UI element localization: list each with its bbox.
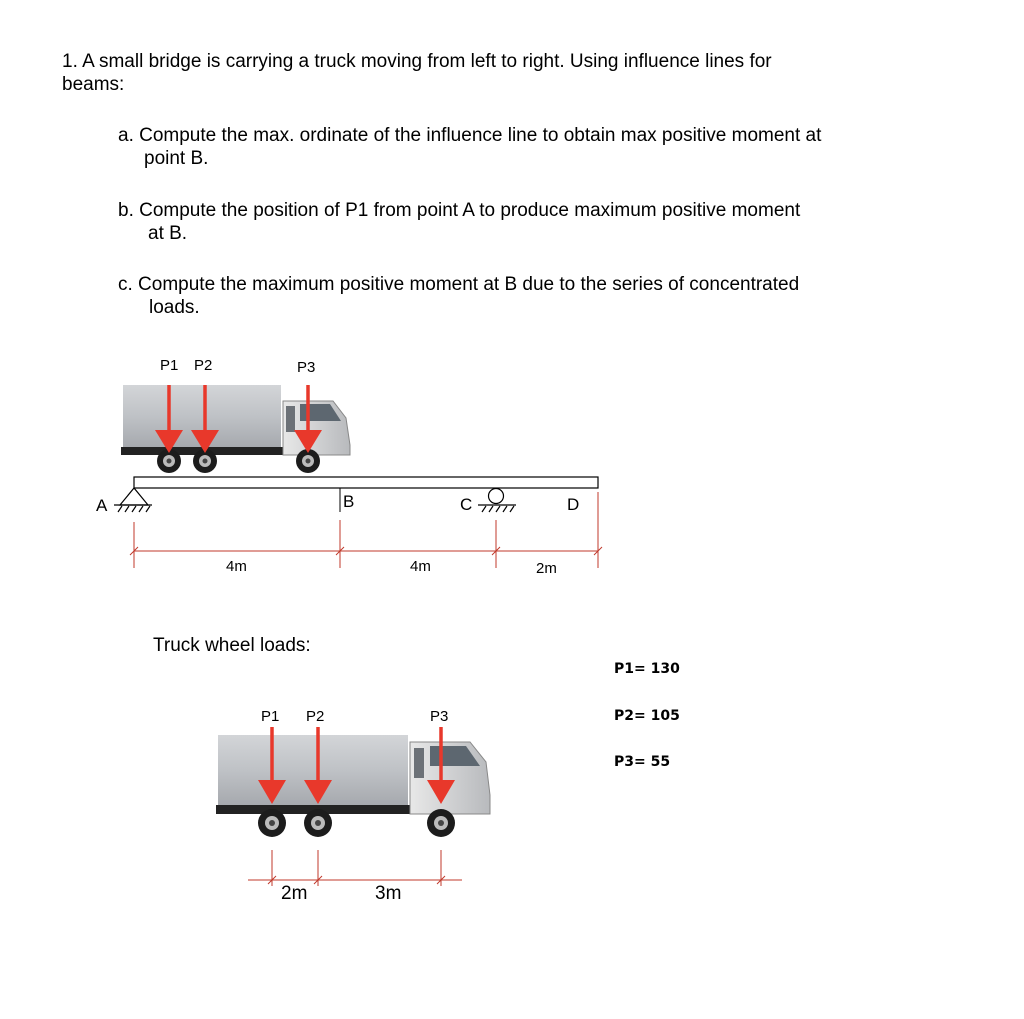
span-label-cd: 2m xyxy=(536,560,557,577)
truck2-load-label-p2: P2 xyxy=(306,708,325,725)
truck2-wheel-p3 xyxy=(427,809,455,837)
point-label-a: A xyxy=(96,496,108,515)
beam-dimensions xyxy=(130,492,602,568)
part-a-line1: a. Compute the max. ordinate of the influence line to obtain max positive moment at xyxy=(118,125,822,146)
spacing-label-p1-p2: 2m xyxy=(281,883,308,904)
wheel-load-truck xyxy=(216,708,490,837)
load-label-p3: P3 xyxy=(297,359,316,376)
p2-value: P2= 105 xyxy=(614,708,680,724)
load-label-p2: P2 xyxy=(194,357,213,374)
point-label-c: C xyxy=(460,495,473,514)
roller-support-c xyxy=(478,489,516,513)
truck2-wheel-p2 xyxy=(304,809,332,837)
truck-cab xyxy=(283,401,350,455)
load-label-p1: P1 xyxy=(160,357,179,374)
truck2-load-label-p1: P1 xyxy=(261,708,280,725)
question-title-line1: 1. A small bridge is carrying a truck moving from left to right. Using influence lines for xyxy=(62,51,772,72)
span-label-ab: 4m xyxy=(226,558,247,575)
truck2-wheel-p1 xyxy=(258,809,286,837)
p3-value: P3= 55 xyxy=(614,754,671,770)
beam xyxy=(134,477,598,488)
truck2-load-label-p3: P3 xyxy=(430,708,449,725)
pin-support-a xyxy=(114,488,152,512)
truck-wheel-loads-heading: Truck wheel loads: xyxy=(153,635,311,656)
part-c-line2: loads. xyxy=(149,297,200,318)
p1-value: P1= 130 xyxy=(614,661,680,677)
part-b-line2: at B. xyxy=(148,223,188,244)
truck2-cab xyxy=(410,742,490,814)
beam-truck xyxy=(121,357,350,473)
part-a-line2: point B. xyxy=(144,148,209,169)
span-label-bc: 4m xyxy=(410,558,431,575)
point-label-d: D xyxy=(567,495,580,514)
truck-spacing-dimensions xyxy=(248,850,462,886)
spacing-label-p2-p3: 3m xyxy=(375,883,402,904)
part-b-line1: b. Compute the position of P1 from point A to produce maximum positive moment xyxy=(118,200,801,221)
part-c-line1: c. Compute the maximum positive moment at B due to the series of concentrated xyxy=(118,274,800,295)
point-label-b: B xyxy=(343,492,355,511)
question-title-line2: beams: xyxy=(62,74,125,95)
